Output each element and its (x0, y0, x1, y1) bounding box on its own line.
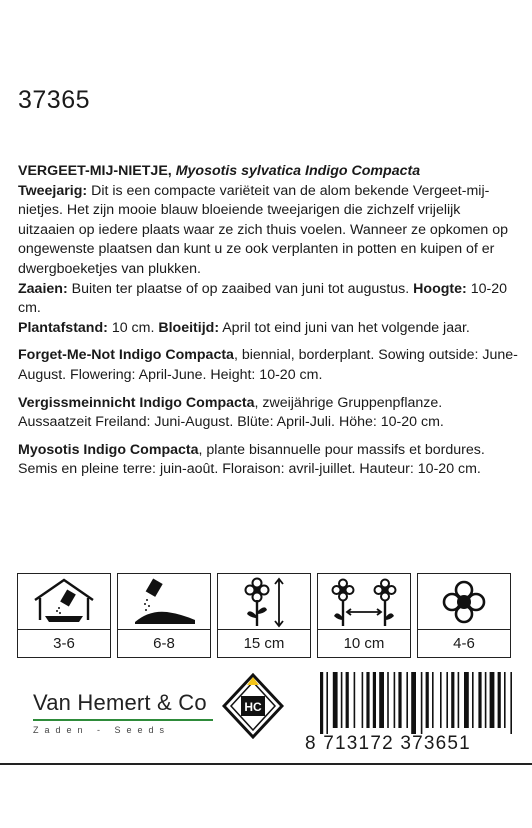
barcode-bar (498, 672, 501, 728)
barcode-bar (387, 672, 389, 728)
barcode-bar (341, 672, 343, 728)
brand-block (33, 690, 213, 735)
barcode-bar (394, 672, 396, 728)
product-code: 37365 (18, 86, 91, 114)
height-text: 10-20 cm. (18, 280, 507, 317)
height-label: Hoogte: (413, 280, 467, 297)
brand-name: Van Hemert & Co (33, 690, 207, 715)
barcode-bar (440, 672, 442, 728)
barcode-bar (326, 672, 328, 734)
barcode-bar (406, 672, 408, 728)
barcode-bar (464, 672, 469, 728)
barcode-bar (426, 672, 429, 728)
german-name: Vergissmeinnicht Indigo Compacta (18, 394, 255, 411)
type-label: Tweejarig: (18, 182, 88, 199)
barcode-bar (485, 672, 487, 728)
french-description (18, 441, 518, 480)
bottom-divider (0, 763, 532, 765)
english-description (18, 346, 518, 385)
english-text: , biennial, borderplant. Sowing outside: June-August. Flowering: April-June. Height: 10-20 cm. (18, 347, 518, 383)
barcode-bar (421, 672, 423, 734)
logo-text: HC (244, 700, 262, 714)
french-name: Myosotis Indigo Compacta (18, 441, 199, 458)
barcode-bar (333, 672, 338, 728)
sowing-text: Buiten ter plaatse of op zaaibed van juni tot augustus. (71, 280, 410, 297)
icon-label: 15 cm (243, 635, 285, 652)
icon-box-plant-spacing (317, 573, 411, 658)
icon-box-outdoor-sowing (117, 573, 211, 658)
description-block (18, 162, 518, 488)
dutch-description (18, 162, 518, 338)
dutch-description-text: Dit is een compacte variëteit van de alom bekende Vergeet-mij-nietjes. Het zijn mooie blauw bloeiende tweejarigen die zichzelf vrijelijk uitzaaien op iedere plaats waar ze zich thuis voelen. Wanneer ze opkomen op ongewenste plaatsen dan kunt u ze ook verplanten in potten en kuipen of er dwergboeketjes van plukken. (18, 182, 509, 277)
seed-tray-sowing-icon (29, 576, 99, 628)
barcode-bar (373, 672, 376, 728)
icon-label: 4-6 (453, 635, 475, 652)
plant-spacing-icon (329, 576, 399, 628)
barcode-bar (446, 672, 448, 728)
barcode-bar (362, 672, 364, 728)
spacing-label: Plantafstand: (18, 319, 108, 336)
icon-box-plant-height (217, 573, 311, 658)
barcode-bar (411, 672, 416, 734)
flowering-text: April tot eind juni van het volgende jaar. (222, 319, 470, 336)
barcode-bar (366, 672, 369, 728)
barcode (318, 672, 522, 734)
brand-tagline: Zaden - Seeds (33, 724, 171, 735)
german-description (18, 394, 518, 433)
icon-label: 10 cm (343, 635, 385, 652)
icon-box-flowering (417, 573, 511, 658)
barcode-number: 8 713172 373651 (305, 733, 471, 754)
barcode-bar (458, 672, 460, 728)
brand-rule (33, 719, 213, 721)
icon-box-indoor-sowing (17, 573, 111, 658)
barcode-bar (490, 672, 495, 728)
brand-logo-icon (222, 673, 284, 739)
cultivation-icons (17, 573, 511, 658)
barcode-bar (432, 672, 434, 728)
barcode-bar (354, 672, 356, 728)
barcode-bar (478, 672, 481, 728)
french-text: , plante bisannuelle pour massifs et bordures. Semis en pleine terre: juin-août. Floraison: avril-juillet. Hauteur: 10-20 cm. (18, 441, 485, 478)
english-name: Forget-Me-Not Indigo Compacta (18, 347, 234, 364)
sowing-label: Zaaien: (18, 280, 68, 297)
flowering-icon (429, 576, 499, 628)
barcode-bar (472, 672, 474, 728)
barcode-bar (346, 672, 349, 728)
latin-name: Myosotis sylvatica Indigo Compacta (175, 163, 421, 179)
barcode-bar (398, 672, 401, 728)
flowering-label: Bloeitijd: (158, 319, 220, 336)
dutch-title: VERGEET-MIJ-NIETJE, (18, 163, 172, 179)
barcode-bar (504, 672, 506, 728)
plant-height-icon (229, 576, 299, 628)
barcode-bar (320, 672, 323, 734)
outdoor-sowing-icon (129, 576, 199, 628)
german-text: , zweijährige Gruppenpflanze. Aussaatzeit Freiland: Juni-August. Blüte: April-Juli. Höhe: 10-20 cm. (18, 394, 444, 431)
barcode-bar (379, 672, 384, 728)
barcode-bar (451, 672, 454, 728)
spacing-text: 10 cm. (111, 319, 155, 336)
icon-label: 6-8 (153, 635, 175, 652)
icon-label: 3-6 (53, 635, 75, 652)
barcode-bar (510, 672, 512, 734)
